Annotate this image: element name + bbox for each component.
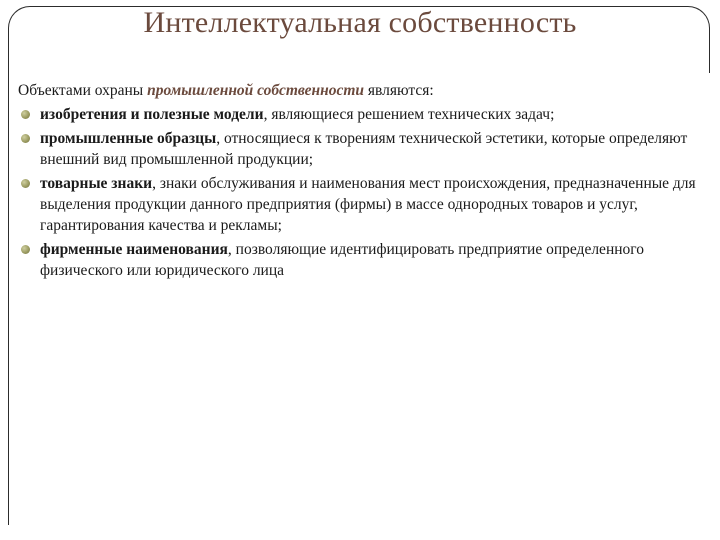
round-bullet-icon bbox=[21, 245, 30, 254]
list-item bbox=[18, 104, 708, 125]
intro-emphasis: промышленной собственности bbox=[147, 82, 365, 99]
list-item-term: фирменные наименования bbox=[40, 241, 228, 258]
list-item-term: промышленные образцы bbox=[40, 130, 217, 147]
round-bullet-icon bbox=[21, 134, 30, 143]
slide-content bbox=[18, 80, 708, 284]
list-item-text: , являющиеся решением технических задач; bbox=[263, 106, 555, 123]
intro-paragraph bbox=[18, 80, 708, 101]
list-item-text: , знаки обслуживания и наименования мест происхождения, предназначенные для выделения продукции данного предприятия (фирмы) в массе однородных товаров и услуг, гарантирования качества и рекламы; bbox=[40, 175, 696, 234]
list-item bbox=[18, 239, 708, 281]
intro-text-after: являются: bbox=[364, 82, 434, 99]
list-item-term: изобретения и полезные модели bbox=[40, 106, 264, 123]
intro-text-before: Объектами охраны bbox=[18, 82, 148, 99]
list-item bbox=[18, 128, 708, 170]
list-item-text: , позволяющие идентифицировать предприятие определенного физического или юридического лица bbox=[40, 241, 644, 279]
list-item bbox=[18, 173, 708, 236]
bullet-list bbox=[18, 104, 708, 281]
slide-title: Интеллектуальная собственность bbox=[143, 6, 577, 39]
list-item-text: , относящиеся к творениям технической эстетики, которые определяют внешний вид промышленной продукции; bbox=[40, 130, 688, 168]
round-bullet-icon bbox=[21, 179, 30, 188]
list-item-term: товарные знаки bbox=[40, 175, 153, 192]
round-bullet-icon bbox=[21, 110, 30, 119]
